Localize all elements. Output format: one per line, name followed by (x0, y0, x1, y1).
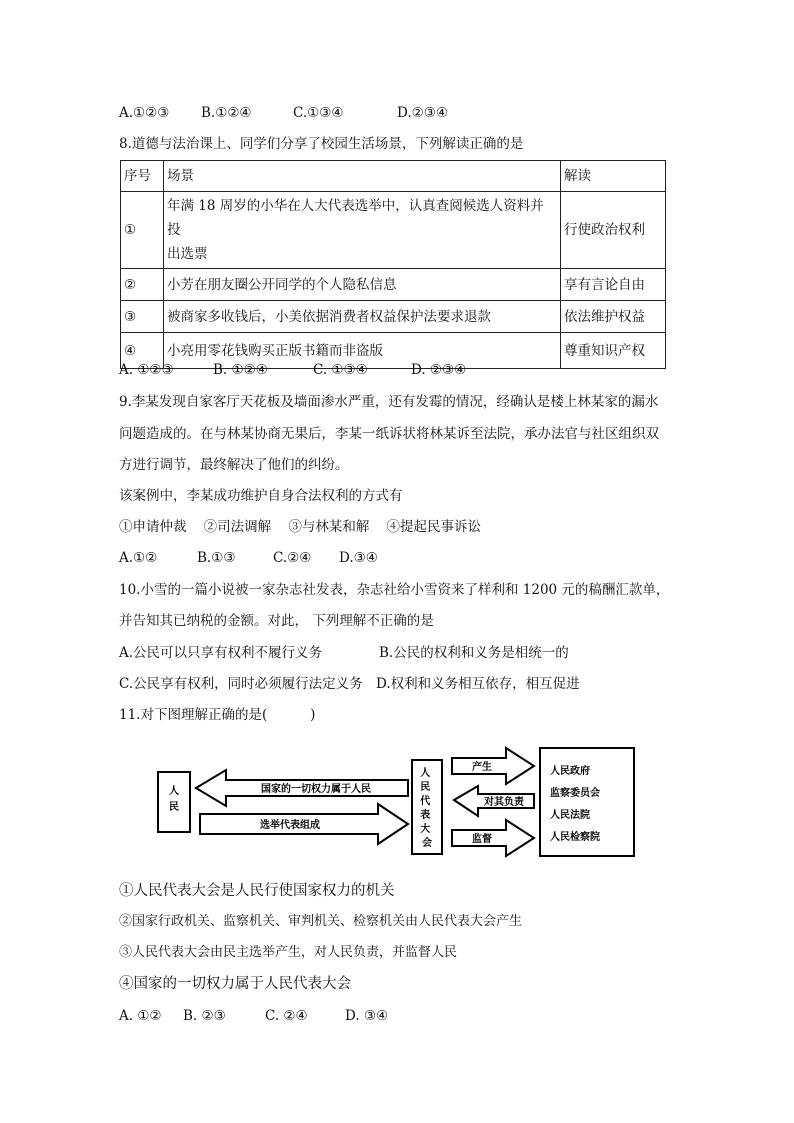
q10-stem-line: 10.小雪的一篇小说被一家杂志社发表，杂志社给小雪资来了样利和 1200 元的稿酬汇款单， (119, 582, 670, 598)
q8-options (119, 360, 466, 380)
organ-court: 人民法院 (550, 810, 590, 821)
q9-stem-line: 问题造成的。在与林某协商无果后，李某一纸诉状将林某诉至法院，承办法官与社区组织双 (119, 426, 659, 442)
q9-option-d: D.③④ (339, 550, 378, 566)
table-header-row (121, 161, 666, 192)
congress-char: 人 (420, 768, 431, 779)
header-no: 序号 (121, 161, 164, 192)
q10-option-c: C.公民享有权利，同时必须履行法定义务 (119, 676, 363, 692)
q11-statement-2: ②国家行政机关、监察机关、审判机关、检察机关由人民代表大会产生 (119, 914, 523, 929)
table-row (121, 301, 666, 333)
arrow-responsible-label: 对其负责 (484, 797, 524, 808)
q9-options (119, 548, 378, 568)
organ-supervision-commission: 监察委员会 (550, 788, 600, 799)
row-scene: 被商家多收钱后，小美依据消费者权益保护法要求退款 (164, 301, 561, 333)
q10-stem-line: 并告知其已纳税的金额。对此， 下列理解不正确的是 (119, 613, 434, 629)
congress-char: 大 (420, 824, 431, 835)
q10-option-b: B.公民的权利和义务是相统一的 (379, 645, 569, 661)
people-label-char: 民 (169, 802, 179, 813)
q7-option-d: D.②③④ (397, 105, 448, 121)
q11-option-c: C. ②④ (265, 1008, 308, 1024)
row-no: ② (121, 269, 164, 301)
row-no: ③ (121, 301, 164, 333)
row-reading: 享有言论自由 (561, 269, 666, 301)
row-no: ④ (121, 333, 164, 369)
row-scene (164, 192, 561, 269)
q11-option-d: D. ③④ (345, 1008, 389, 1024)
q9-option-c: C.②④ (273, 550, 312, 566)
q8-option-c: C. ①③④ (313, 362, 368, 378)
arrow-produce-label: 产生 (472, 762, 492, 773)
q9-option-a: A.①② (119, 550, 158, 566)
q9-option-b: B.①③ (197, 550, 236, 566)
q10-options-row (119, 643, 569, 663)
q7-option-a: A.①②③ (119, 105, 170, 121)
congress-char: 表 (420, 810, 431, 821)
q11-statement-4: ④国家的一切权力属于人民代表大会 (119, 976, 351, 992)
q9-stem-line: 方进行调节，最终解决了他们的纠纷。 (119, 457, 349, 473)
row-reading: 行使政治权利 (561, 192, 666, 269)
arrow-produce (452, 748, 534, 784)
arrow-power-belongs-label: 国家的一切权力属于人民 (261, 784, 371, 795)
arrow-supervise (452, 820, 534, 856)
q7-option-b: B.①②④ (201, 105, 252, 121)
q11-statement-1: ①人民代表大会是人民行使国家权力的机关 (119, 883, 395, 899)
q8-option-d: D. ②③④ (411, 362, 467, 378)
q7-options (119, 103, 448, 123)
congress-char: 代 (420, 796, 431, 807)
q9-stem-line: 该案例中，李某成功维护自身合法权利的方式有 (119, 488, 403, 504)
state-power-diagram (156, 744, 638, 860)
q10-options-row (119, 674, 580, 694)
q8-stem: 8.道德与法治课上、同学们分享了校园生活场景，下列解读正确的是 (119, 136, 524, 152)
row-no: ① (121, 192, 164, 269)
congress-char: 会 (422, 838, 432, 849)
row-reading: 尊重知识产权 (561, 333, 666, 369)
q11-option-b: B. ②③ (183, 1008, 226, 1024)
table-row (121, 192, 666, 269)
organ-procuratorate: 人民检察院 (550, 832, 600, 843)
arrow-elect-label: 选举代表组成 (260, 820, 320, 831)
organ-government: 人民政府 (550, 766, 590, 777)
q11-statement-3: ③人民代表大会由民主选举产生，对人民负责，并监督人民 (119, 945, 458, 960)
q8-scenario-table (120, 160, 666, 369)
table-row (121, 269, 666, 301)
row-scene-line: 出选票 (167, 246, 208, 262)
q8-option-b: B. ①②④ (213, 362, 268, 378)
q9-items: ①申请仲裁 ②司法调解 ③与林某和解 ④提起民事诉讼 (119, 519, 481, 535)
arrow-supervise-label: 监督 (472, 834, 492, 845)
row-scene-line: 年满 18 周岁的小华在人大代表选举中，认真查阅候选人资料并投 (167, 198, 544, 238)
state-power-diagram-svg (156, 744, 638, 860)
q10-option-a: A.公民可以只享有权利不履行义务 (119, 645, 323, 661)
people-label: 人 (169, 786, 179, 797)
row-reading: 依法维护权益 (561, 301, 666, 333)
header-scene: 场景 (164, 161, 561, 192)
q8-option-a: A. ①②③ (119, 362, 174, 378)
q10-option-d: D.权利和义务相互依存，相互促进 (376, 676, 580, 692)
q11-stem: 11.对下图理解正确的是( ) (119, 707, 316, 723)
row-scene: 小芳在朋友圈公开同学的个人隐私信息 (164, 269, 561, 301)
row-scene: 小亮用零花钱购买正版书籍而非盗版 (164, 333, 561, 369)
q11-option-a: A. ①② (119, 1008, 162, 1024)
q9-stem-line: 9.李某发现自家客厅天花板及墙面渗水严重，还有发霉的情况，经确认是楼上林某家的漏水 (119, 394, 659, 410)
q11-options (119, 1006, 388, 1026)
congress-char: 民 (420, 782, 431, 793)
header-reading: 解读 (561, 161, 666, 192)
q7-option-c: C.①③④ (293, 105, 344, 121)
